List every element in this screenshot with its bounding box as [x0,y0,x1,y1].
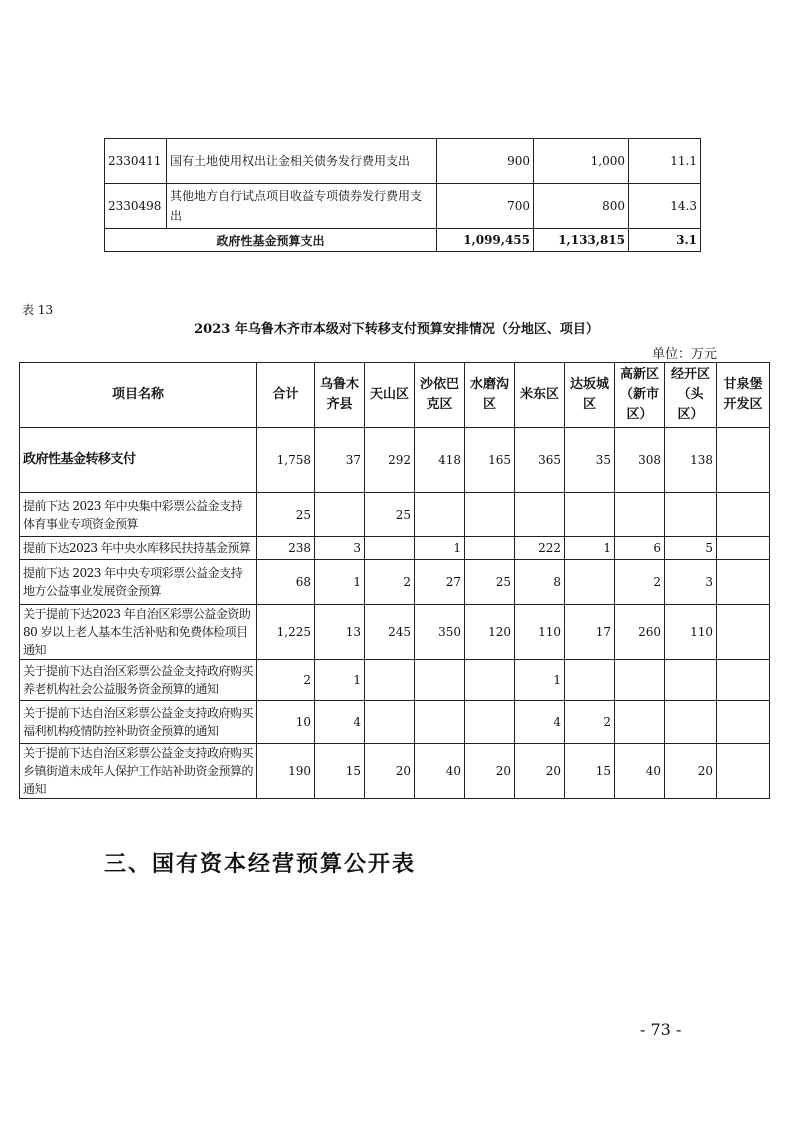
table-cell: 260 [615,605,665,660]
column-header: 达坂城区 [565,363,615,428]
table-cell: 1 [315,560,365,605]
table-row [20,428,770,493]
table-cell [717,660,770,701]
column-header: 乌鲁木齐县 [315,363,365,428]
table-cell: 222 [515,537,565,560]
total-row [105,229,701,252]
table-cell: 120 [465,605,515,660]
table-cell: 5 [665,537,717,560]
table-number: 表 13 [22,303,54,317]
table-cell [415,493,465,537]
table-row [20,701,770,744]
table-cell [365,660,415,701]
table-cell: 3 [315,537,365,560]
table-cell: 15 [565,744,615,799]
table-cell: 1 [415,537,465,560]
table-row [20,660,770,701]
table-cell [665,660,717,701]
table-cell: 68 [257,560,315,605]
table-cell: 2 [615,560,665,605]
item-code: 2330498 [105,184,167,229]
table-cell [717,560,770,605]
table-row [20,493,770,537]
table-row [20,605,770,660]
table-cell: 1,758 [257,428,315,493]
table-cell: 1 [315,660,365,701]
table-cell [465,537,515,560]
table-cell [315,493,365,537]
page-number: - 73 - [640,1020,682,1039]
table-cell [665,701,717,744]
table-cell: 1 [565,537,615,560]
transfer-payment-table [19,362,770,799]
table-cell [615,493,665,537]
column-header: 米东区 [515,363,565,428]
table-cell: 245 [365,605,415,660]
table-cell [415,660,465,701]
column-header: 水磨沟区 [465,363,515,428]
table-cell: 40 [415,744,465,799]
row-label: 提前下达2023 年中央水库移民扶持基金预算 [20,537,257,560]
table-row [20,537,770,560]
table-cell: 238 [257,537,315,560]
table-cell: 2 [257,660,315,701]
table-cell: 110 [665,605,717,660]
table-row [20,744,770,799]
table-cell: 25 [257,493,315,537]
table-cell: 2 [365,560,415,605]
column-header: 高新区（新市区） [615,363,665,428]
row-label: 关于提前下达自治区彩票公益金支持政府购买福利机构疫情防控补助资金预算的通知 [20,701,257,744]
row-label: 关于提前下达2023 年自治区彩票公益金资助80 岁以上老人基本生活补贴和免费体检项目通知 [20,605,257,660]
table-cell: 20 [465,744,515,799]
table-cell: 418 [415,428,465,493]
row-label: 政府性基金转移支付 [20,428,257,493]
table-cell [665,493,717,537]
table-cell: 138 [665,428,717,493]
value-cell: 900 [437,139,534,184]
column-header: 沙依巴克区 [415,363,465,428]
table-cell [717,537,770,560]
item-code: 2330411 [105,139,167,184]
table-cell: 165 [465,428,515,493]
value-cell: 800 [534,184,629,229]
table-cell: 20 [665,744,717,799]
column-header: 天山区 [365,363,415,428]
table-cell: 6 [615,537,665,560]
table-cell: 27 [415,560,465,605]
row-label: 提前下达 2023 年中央专项彩票公益金支持地方公益事业发展资金预算 [20,560,257,605]
column-header: 甘泉堡开发区 [717,363,770,428]
value-cell: 700 [437,184,534,229]
table-cell [717,428,770,493]
value-cell: 11.1 [629,139,701,184]
table-cell: 1 [515,660,565,701]
table-cell [615,660,665,701]
table-cell: 25 [365,493,415,537]
row-label: 关于提前下达自治区彩票公益金支持政府购买养老机构社会公益服务资金预算的通知 [20,660,257,701]
item-name: 其他地方自行试点项目收益专项债券发行费用支出 [167,184,437,229]
value-cell: 1,000 [534,139,629,184]
table-cell [365,701,415,744]
table-row [105,139,701,184]
table-cell [415,701,465,744]
table-cell [717,493,770,537]
table-cell: 110 [515,605,565,660]
table-cell: 190 [257,744,315,799]
expenditure-summary-table [104,138,701,252]
table-cell: 10 [257,701,315,744]
table-cell: 20 [365,744,415,799]
table-cell: 4 [515,701,565,744]
table-cell: 1,225 [257,605,315,660]
table-cell [465,701,515,744]
column-header: 合计 [257,363,315,428]
row-label: 提前下达 2023 年中央集中彩票公益金支持体育事业专项资金预算 [20,493,257,537]
table-cell [565,493,615,537]
table-cell [717,744,770,799]
table-cell [717,605,770,660]
total-value: 3.1 [629,229,701,252]
total-value: 1,099,455 [437,229,534,252]
column-header: 项目名称 [20,363,257,428]
table-cell: 13 [315,605,365,660]
value-cell: 14.3 [629,184,701,229]
table-cell [565,660,615,701]
table-cell: 25 [465,560,515,605]
table-cell: 292 [365,428,415,493]
table-cell [565,560,615,605]
table-cell: 4 [315,701,365,744]
table-cell [615,701,665,744]
table-cell: 35 [565,428,615,493]
table-cell: 40 [615,744,665,799]
table-cell [515,493,565,537]
total-label: 政府性基金预算支出 [105,229,437,252]
table-cell [465,660,515,701]
table-row [105,184,701,229]
section-heading: 三、国有资本经营预算公开表 [104,851,417,877]
table-cell: 15 [315,744,365,799]
table-title: 2023 年乌鲁木齐市本级对下转移支付预算安排情况（分地区、项目） [194,322,599,337]
table-row [20,560,770,605]
table-cell: 350 [415,605,465,660]
column-header: 经开区（头区） [665,363,717,428]
item-name: 国有土地使用权出让金相关债务发行费用支出 [167,139,437,184]
row-label: 关于提前下达自治区彩票公益金支持政府购买乡镇街道未成年人保护工作站补助资金预算的通知 [20,744,257,799]
table-cell [365,537,415,560]
table-cell: 3 [665,560,717,605]
table-cell: 365 [515,428,565,493]
unit-label: 单位：万元 [652,347,718,362]
table-cell: 8 [515,560,565,605]
table-cell: 308 [615,428,665,493]
table-cell: 20 [515,744,565,799]
table-cell: 2 [565,701,615,744]
table-cell: 37 [315,428,365,493]
total-value: 1,133,815 [534,229,629,252]
table-cell: 17 [565,605,615,660]
header-row [20,363,770,428]
table-cell [465,493,515,537]
table-cell [717,701,770,744]
